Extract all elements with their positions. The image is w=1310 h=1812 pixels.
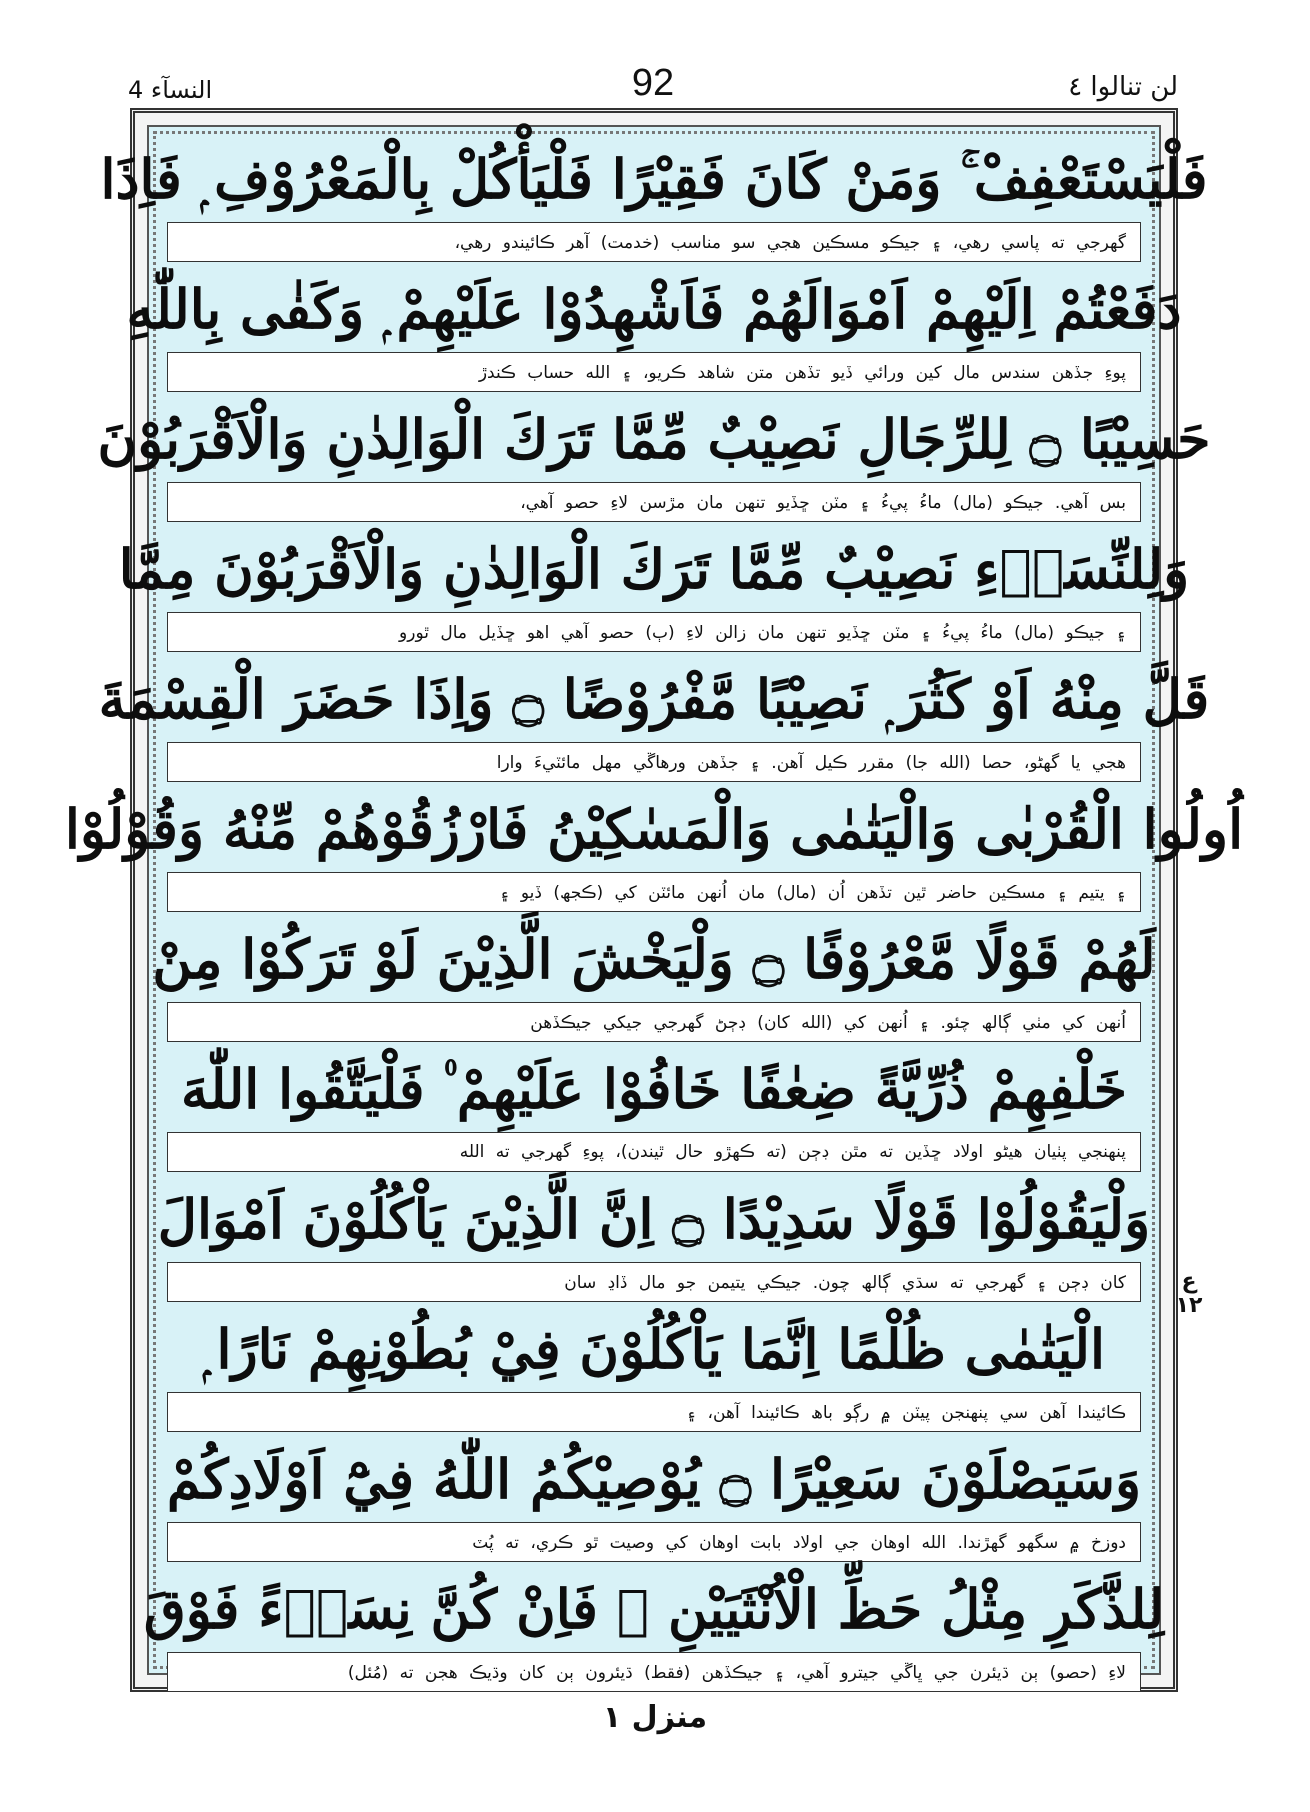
sindhi-translation: گھرجي ته پاسي رهي، ۽ جيڪو مسڪين هجي سو مناسب (خدمت) آهر ڪائيندو رهي، bbox=[167, 222, 1141, 262]
arabic-line: وَلِلنِّسَاۗءِ نَصِيْبٌ مِّمَّا تَرَكَ الْوَالِدٰنِ وَالْاَقْرَبُوْنَ مِمَّا bbox=[118, 537, 1190, 601]
sindhi-translation: هجي يا گهڻو، حصا (الله جا) مقرر ڪيل آهن. ۽ جڏهن ورهاڱي مهل مائٽيءَ وارا bbox=[167, 742, 1141, 782]
sindhi-translation: ڪائيندا آهن سي پنهنجن پيٽن ۾ رڳو باھ ڪائيندا آهن، ۽ bbox=[167, 1392, 1141, 1432]
arabic-line: وَلْيَقُوْلُوْا قَوْلًا سَدِيْدًا ۝ اِنَّ الَّذِيْنَ يَاْكُلُوْنَ اَمْوَالَ bbox=[157, 1187, 1151, 1251]
arabic-line: حَسِيْبًا ۝ لِلرِّجَالِ نَصِيْبٌ مِّمَّا تَرَكَ الْوَالِدٰنِ وَالْاَقْرَبُوْنَ bbox=[97, 407, 1211, 471]
sindhi-translation: ۽ جيڪو (مال) ماءُ پيءُ ۽ مٽن ڇڏيو تنهن مان زالن لاءِ (ٻ) حصو آهي اهو ڇڏيل مال ٿورو bbox=[167, 612, 1141, 652]
sindhi-translation: لاءِ (حصو) ٻن ڌيئرن جي ڀاڱي جيترو آهي، ۽ جيڪڏهن (فقط) ڌيئرون ٻن کان وڌيڪ هجن ته (مُئل) bbox=[167, 1652, 1141, 1692]
sindhi-translation: دوزخ ۾ سگھو گهڙندا. الله اوهان جي اولاد بابت اوهان کي وصيت ٿو ڪري، ته پُٽ bbox=[167, 1522, 1141, 1562]
page-header bbox=[128, 62, 1178, 110]
arabic-line: فَلْيَسْتَعْفِفْ ۚ وَمَنْ كَانَ فَقِيْرًا فَلْيَأْكُلْ بِالْمَعْرُوْفِ ۭ فَاِذَا bbox=[100, 146, 1208, 211]
arabic-line: قَلَّ مِنْهُ اَوْ كَثُرَ ۭ نَصِيْبًا مَّفْرُوْضًا ۝ وَاِذَا حَضَرَ الْقِسْمَةَ bbox=[98, 666, 1210, 731]
surah-name: النسآء 4 bbox=[128, 76, 213, 104]
arabic-line: خَلْفِهِمْ ذُرِّيَّةً ضِعٰفًا خَافُوْا عَلَيْهِمْ ۠ فَلْيَتَّقُوا اللّٰهَ bbox=[180, 1056, 1128, 1121]
arabic-line: لِلذَّكَرِ مِثْلُ حَظِّ الْاُنْثَيَيْنِ ۚ فَاِنْ كُنَّ نِسَاۗءً فَوْقَ bbox=[143, 1577, 1165, 1641]
sindhi-translation: اُنهن کي مٺي ڳالھ چئو. ۽ اُنهن کي (الله کان) ڊڄڻ گھرجي جيکي جيڪڏهن bbox=[167, 1002, 1141, 1042]
arabic-line: اُولُوا الْقُرْبٰى وَالْيَتٰمٰى وَالْمَسٰكِيْنُ فَارْزُقُوْھُمْ مِّنْهُ وَقُوْلُوْا bbox=[64, 797, 1244, 861]
ruku-marker: ع ١٢ bbox=[1175, 1269, 1203, 1318]
page-number: 92 bbox=[631, 62, 675, 104]
juz-name: لن تنالوا ٤ bbox=[1068, 72, 1178, 102]
arabic-line: لَھُمْ قَوْلًا مَّعْرُوْفًا ۝ وَلْيَخْشَ الَّذِيْنَ لَوْ تَرَكُوْا مِنْ bbox=[152, 927, 1156, 991]
sindhi-translation: کان ڊڄن ۽ گھرجي ته سڌي ڳالھ چون. جيڪي يتيمن جو مال ڏاڍ سان bbox=[167, 1262, 1141, 1302]
manzil-footer: منزل ١ bbox=[602, 1700, 708, 1735]
arabic-line: الْيَتٰمٰى ظُلْمًا اِنَّمَا يَاْكُلُوْنَ فِيْ بُطُوْنِھِمْ نَارًا ۭ bbox=[203, 1316, 1105, 1381]
sindhi-translation: پوءِ جڏهن سندس مال کين ورائي ڏيو تڏهن متن شاهد ڪريو، ۽ الله حساب ڪندڙ bbox=[167, 352, 1141, 392]
arabic-line: دَفَعْتُمْ اِلَيْهِمْ اَمْوَالَهُمْ فَاَشْهِدُوْا عَلَيْهِمْ ۭ وَكَفٰى بِاللّٰهِ bbox=[126, 276, 1182, 341]
sindhi-translation: بس آهي. جيڪو (مال) ماءُ پيءُ ۽ مٽن ڇڏيو تنهن مان مڙسن لاءِ حصو آهي، bbox=[167, 482, 1141, 522]
sindhi-translation: پنهنجي پٺيان هيڻو اولاد ڇڏين ته مٿن ڊڄن (ته ڪهڙو حال ٿيندن)، پوءِ گھرجي ته الله bbox=[167, 1132, 1141, 1172]
arabic-line: وَسَيَصْلَوْنَ سَعِيْرًا ۝ يُوْصِيْكُمُ اللّٰهُ فِيْٓ اَوْلَادِكُمْ bbox=[166, 1447, 1142, 1511]
sindhi-translation: ۽ يتيم ۽ مسڪين حاضر ٿين تڏهن اُن (مال) مان اُنهن مائٽن کي (ڪجھ) ڏيو ۽ bbox=[167, 872, 1141, 912]
